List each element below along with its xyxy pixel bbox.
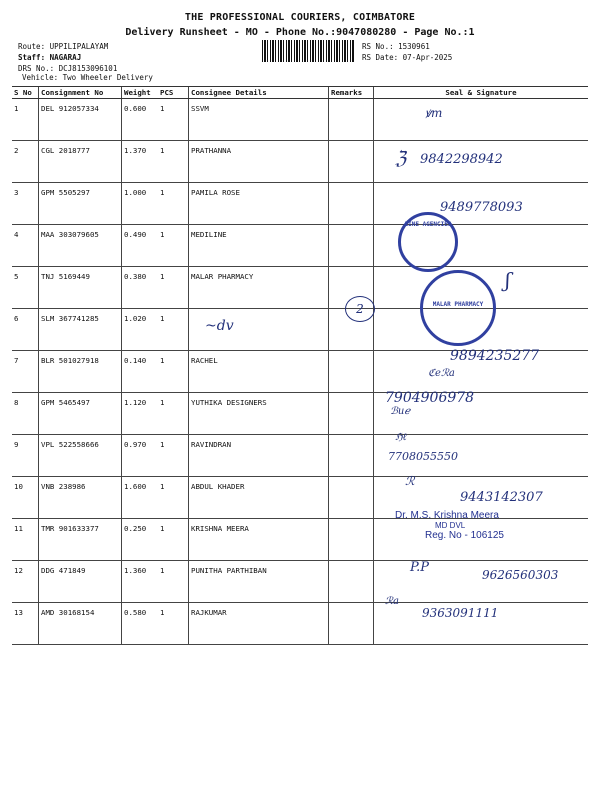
col-weight: Weight — [122, 87, 159, 99]
table-row — [12, 309, 588, 351]
row-weight: 0.250 — [122, 519, 159, 561]
row-consignee: KRISHNA MEERA — [189, 519, 329, 561]
row-sno: 12 — [12, 561, 39, 603]
row-sno: 11 — [12, 519, 39, 561]
company-title: THE PROFESSIONAL COURIERS, COIMBATORE — [184, 12, 416, 23]
row-consignee: RACHEL — [189, 351, 329, 393]
row-consignment: CGL 2018777 — [39, 141, 122, 183]
rs-number: RS No.: 1530961 — [362, 42, 430, 51]
signature-1: ꝟm — [425, 106, 443, 120]
row-sno: 8 — [12, 393, 39, 435]
row-remarks — [329, 393, 374, 435]
table-row — [12, 99, 588, 141]
signature-5: ʃ — [505, 268, 511, 292]
col-sno: S No — [12, 87, 39, 99]
row-sno: 3 — [12, 183, 39, 225]
row-pcs: 1 — [158, 435, 189, 477]
doctor-stamp: Dr. M.S. Krishna Meera MD DVL Reg. No - 106125 — [395, 510, 504, 541]
malar-pharmacy-stamp: MALAR PHARMACY — [420, 270, 496, 346]
row-consignment: VNB 238986 — [39, 477, 122, 519]
row-consignment: TMR 901633377 — [39, 519, 122, 561]
table-row — [12, 603, 588, 645]
handwritten-phone-8: 7904906978 — [385, 390, 475, 406]
row-sno: 5 — [12, 267, 39, 309]
row-consignment: MAA 303079605 — [39, 225, 122, 267]
row-weight: 0.490 — [122, 225, 159, 267]
row-weight: 1.360 — [122, 561, 159, 603]
handwritten-phone-12: 9626560303 — [482, 568, 559, 582]
row-consignment: GPM 5505297 — [39, 183, 122, 225]
row-consignee: PAMILA ROSE — [189, 183, 329, 225]
row-consignment: DDG 471849 — [39, 561, 122, 603]
table-row — [12, 225, 588, 267]
row-pcs: 1 — [158, 351, 189, 393]
row-weight: 0.140 — [122, 351, 159, 393]
rs-date: RS Date: 07-Apr-2025 — [362, 53, 453, 62]
row-sno: 7 — [12, 351, 39, 393]
row-weight: 0.970 — [122, 435, 159, 477]
row-consignment: GPM 5465497 — [39, 393, 122, 435]
row-remarks — [329, 183, 374, 225]
row-consignment: TNJ 5169449 — [39, 267, 122, 309]
row-remarks — [329, 477, 374, 519]
row-weight: 1.370 — [122, 141, 159, 183]
row-consignee: RAJKUMAR — [189, 603, 329, 645]
row-weight: 0.580 — [122, 603, 159, 645]
row-consignee: ABDUL KHADER — [189, 477, 329, 519]
vehicle-label: Vehicle: Two Wheeler Delivery — [22, 73, 153, 82]
row-remarks — [329, 99, 374, 141]
row-signature — [374, 99, 589, 141]
staff-label: Staff: NAGARAJ — [18, 53, 82, 62]
row-sno: 13 — [12, 603, 39, 645]
row-consignee: SSVM — [189, 99, 329, 141]
row-remarks — [329, 351, 374, 393]
handwritten-phone-13: 9363091111 — [422, 606, 499, 620]
col-consignee: Consignee Details — [189, 87, 329, 99]
signature-13: ℛa — [385, 596, 399, 607]
row-consignment: DEL 912057334 — [39, 99, 122, 141]
table-row — [12, 393, 588, 435]
col-consignment: Consignment No — [39, 87, 122, 99]
signature-8: ℬuℯ — [390, 406, 411, 417]
row-remarks — [329, 519, 374, 561]
row-consignee: YUTHIKA DESIGNERS — [189, 393, 329, 435]
handwritten-phone-9: 7708055550 — [388, 450, 458, 463]
row-pcs: 1 — [158, 519, 189, 561]
row-weight: 1.120 — [122, 393, 159, 435]
remark-circle-6: 2 — [345, 296, 375, 322]
row-consignee: RAVINDRAN — [189, 435, 329, 477]
signature-9: ℌℓ — [395, 432, 407, 443]
row-consignment: BLR 501027918 — [39, 351, 122, 393]
table-row — [12, 435, 588, 477]
row-pcs: 1 — [158, 393, 189, 435]
row-consignee: MEDILINE — [189, 225, 329, 267]
row-consignment: SLM 367741285 — [39, 309, 122, 351]
row-remarks — [329, 225, 374, 267]
runsheet-subtitle: Delivery Runsheet - MO - Phone No.:9047080280 - Page No.:1 — [125, 27, 475, 38]
row-pcs: 1 — [158, 99, 189, 141]
row-sno: 10 — [12, 477, 39, 519]
row-consignment: VPL 522558666 — [39, 435, 122, 477]
handwritten-phone-7: 9894235277 — [450, 348, 540, 364]
row-pcs: 1 — [158, 561, 189, 603]
drs-label: DRS No.: DCJ8153096101 — [18, 64, 118, 73]
route-label: Route: UPPILIPALAYAM — [18, 42, 109, 51]
handwritten-phone-2: 9842298942 — [420, 152, 503, 167]
signature-6: ~dv — [205, 318, 234, 334]
handwritten-phone-3: 9489778093 — [440, 200, 523, 215]
row-pcs: 1 — [158, 267, 189, 309]
row-remarks — [329, 435, 374, 477]
row-pcs: 1 — [158, 183, 189, 225]
line-agencies-stamp: LINE AGENCIES — [398, 212, 458, 272]
row-weight: 0.600 — [122, 99, 159, 141]
row-sno: 2 — [12, 141, 39, 183]
col-pcs: PCS — [158, 87, 189, 99]
initials-12: P.P — [410, 560, 429, 575]
barcode — [262, 40, 354, 62]
row-sno: 6 — [12, 309, 39, 351]
row-pcs: 1 — [158, 477, 189, 519]
signature-10: ℛ — [405, 474, 415, 488]
row-consignee: MALAR PHARMACY — [189, 267, 329, 309]
table-row — [12, 267, 588, 309]
row-pcs: 1 — [158, 225, 189, 267]
handwritten-phone-10: 9443142307 — [460, 490, 543, 505]
row-remarks — [329, 561, 374, 603]
row-weight: 1.600 — [122, 477, 159, 519]
row-sno: 1 — [12, 99, 39, 141]
row-consignee: PUNITHA PARTHIBAN — [189, 561, 329, 603]
row-weight: 1.000 — [122, 183, 159, 225]
runsheet-table — [12, 86, 588, 645]
row-weight: 1.020 — [122, 309, 159, 351]
row-pcs: 1 — [158, 309, 189, 351]
row-weight: 0.380 — [122, 267, 159, 309]
col-remarks: Remarks — [329, 87, 374, 99]
row-consignee: PRATHANNA — [189, 141, 329, 183]
row-sno: 9 — [12, 435, 39, 477]
table-header-row — [12, 87, 588, 99]
row-sno: 4 — [12, 225, 39, 267]
row-pcs: 1 — [158, 141, 189, 183]
row-remarks — [329, 141, 374, 183]
row-consignment: AMD 30168154 — [39, 603, 122, 645]
col-signature: Seal & Signature — [374, 87, 589, 99]
row-remarks — [329, 603, 374, 645]
row-pcs: 1 — [158, 603, 189, 645]
signature-7: ℭeℛa — [428, 368, 455, 379]
signature-2: ℨ — [395, 148, 407, 169]
